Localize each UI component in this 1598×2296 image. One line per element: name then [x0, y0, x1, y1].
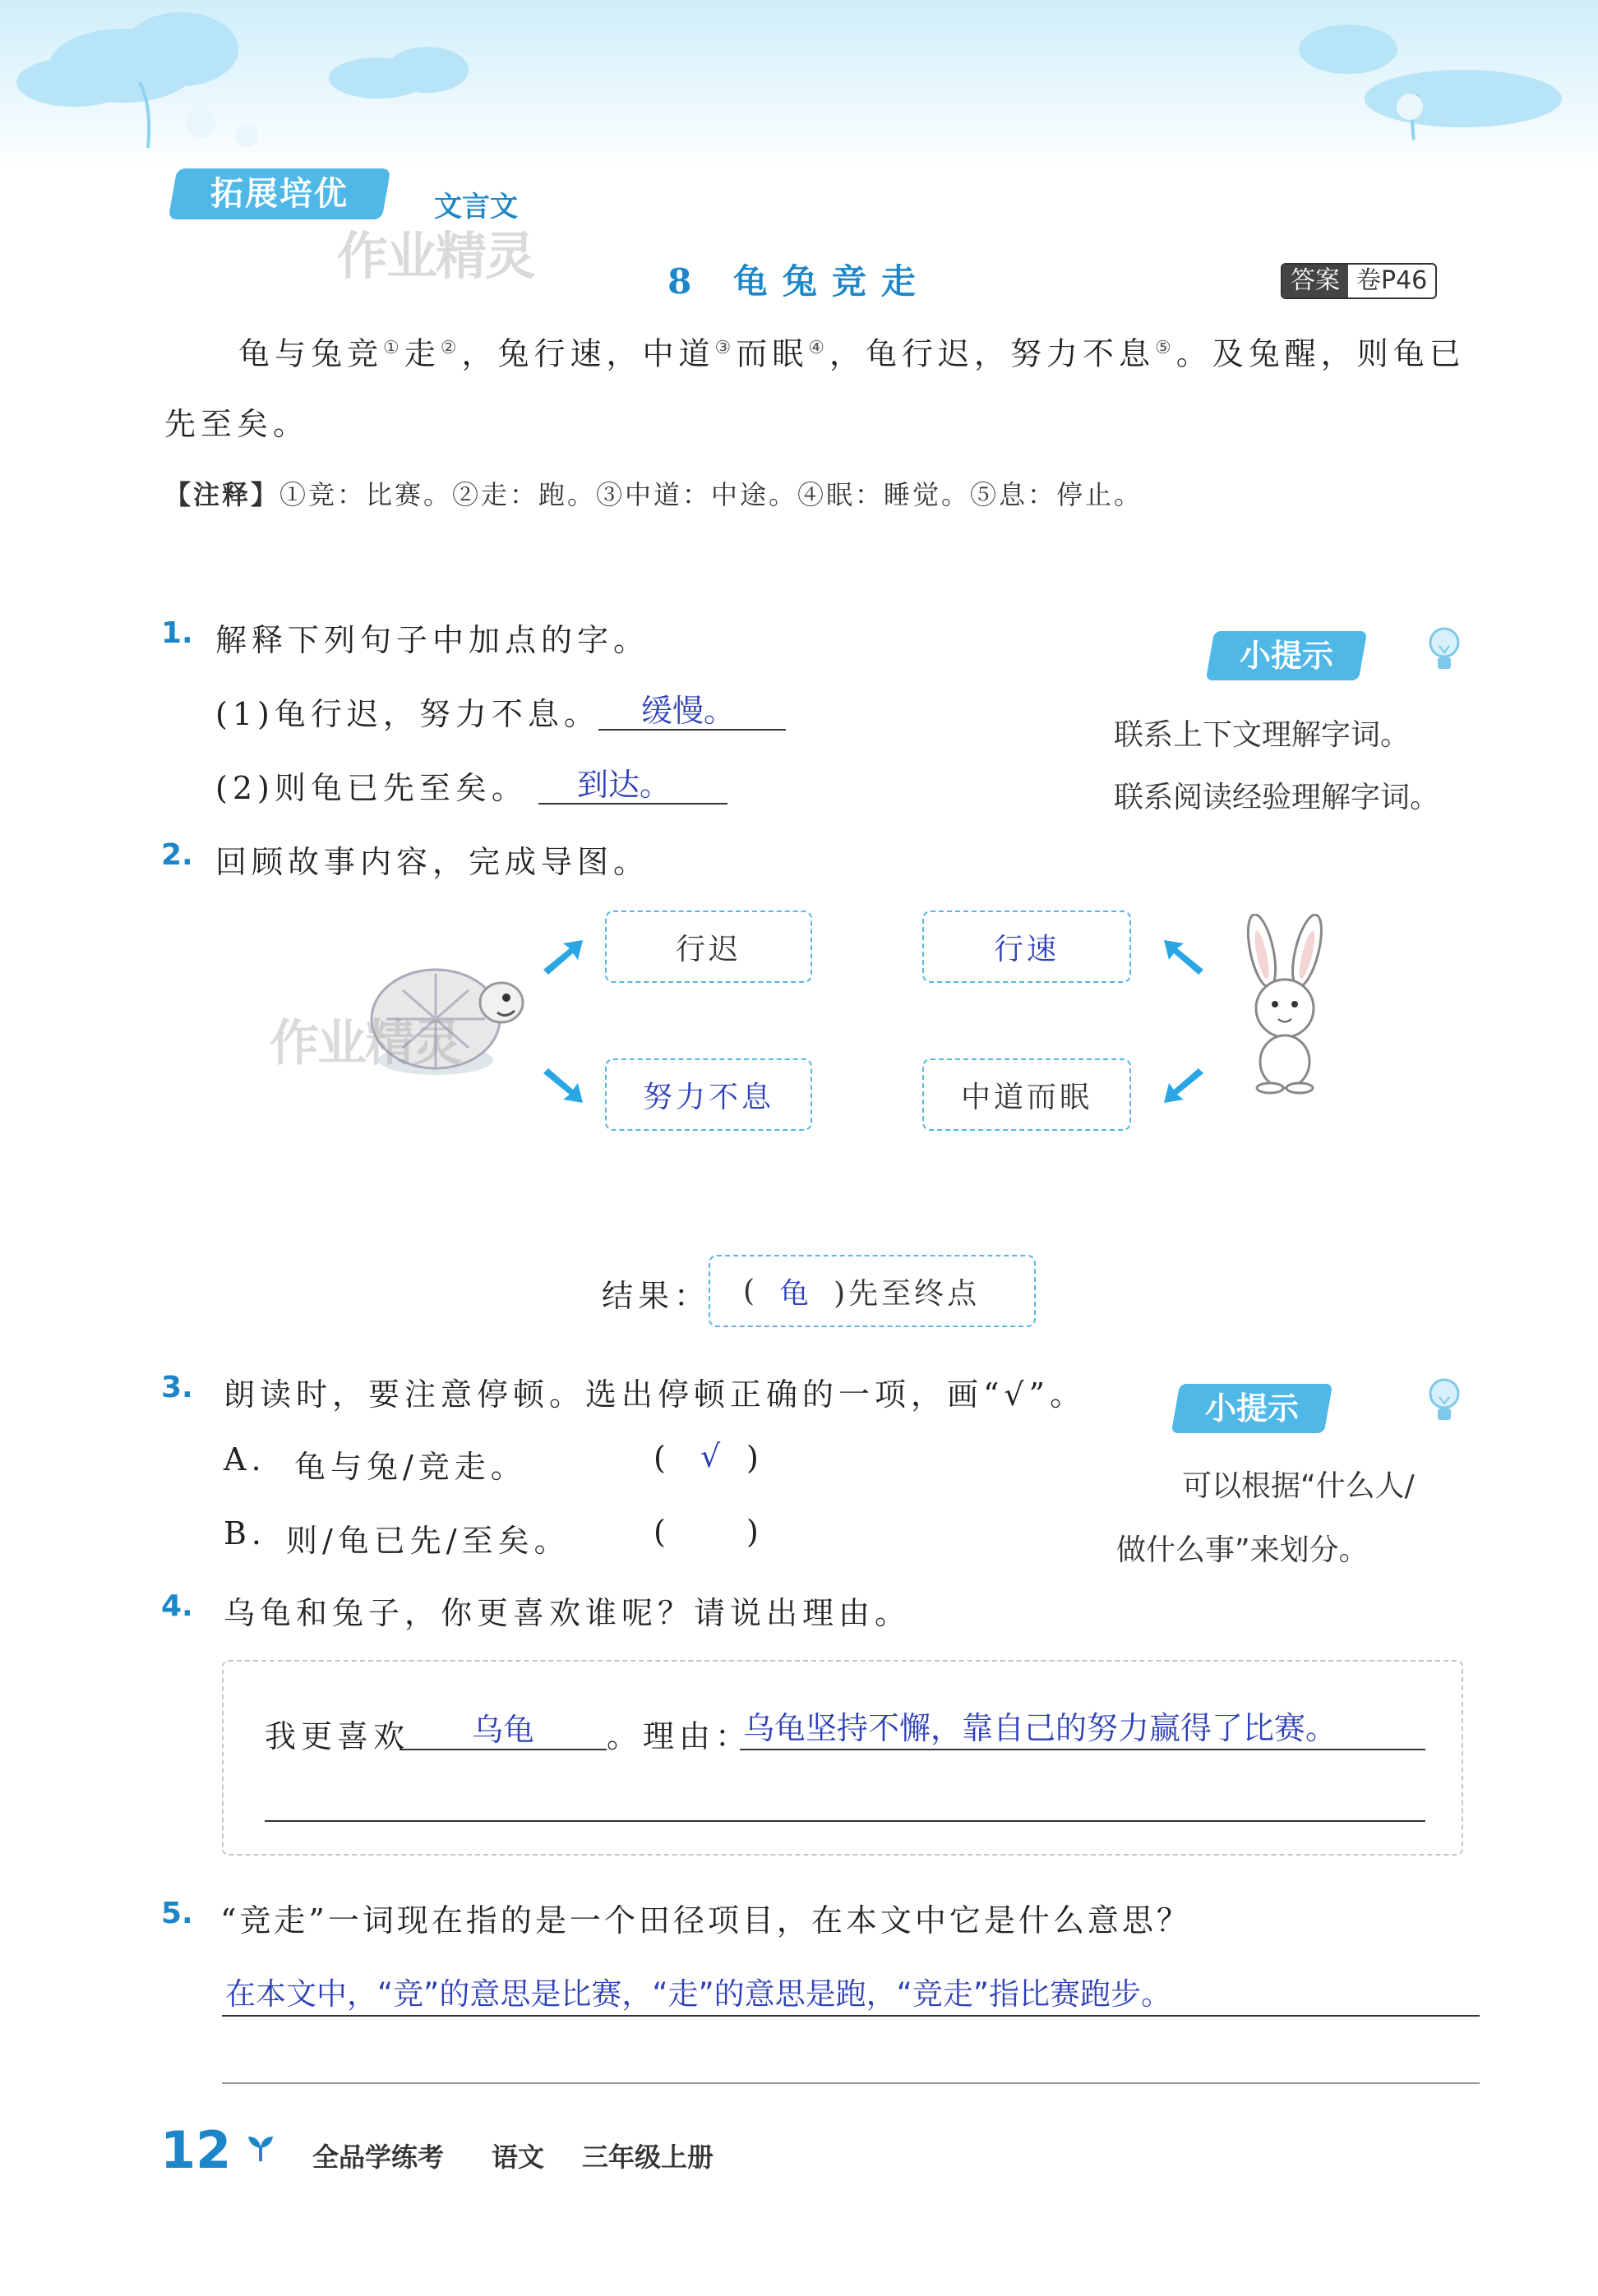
answer-blank — [740, 1749, 1425, 1750]
tip-line: 可以根据“什么人/ — [1182, 1469, 1415, 1503]
answer-area — [222, 1660, 1463, 1856]
footer-grade: 三年级上册 — [582, 2142, 714, 2173]
reason-label: 。理由： — [607, 1718, 752, 1754]
question-number: 1. — [161, 616, 193, 650]
handwritten-answer: 乌龟 — [472, 1712, 535, 1748]
question-text: 朗读时，要注意停顿。选出停顿正确的一项，画“√”。 — [224, 1376, 1087, 1413]
lesson-title: 8 龟兔竞走 — [667, 261, 931, 302]
mindmap-box-turtle-bottom: 努力不息 — [605, 1058, 812, 1131]
sub-question: (1)龟行迟，努力不息。 — [215, 696, 600, 732]
question-number: 2. — [161, 838, 193, 872]
answer-reference — [1281, 263, 1437, 299]
mindmap-box-rabbit-top: 行速 — [922, 911, 1131, 983]
mindmap-box-rabbit-bottom: 中道而眠 — [922, 1058, 1131, 1131]
question-text: 回顾故事内容，完成导图。 — [215, 844, 650, 880]
question-text: “竞走”一词现在指的是一个田径项目，在本文中它是什么意思？ — [220, 1902, 1191, 1939]
arrow-up-right-icon — [538, 937, 588, 976]
answer-label: 答案 — [1282, 265, 1348, 297]
footer-book-title: 全品学练考 — [312, 2142, 445, 2173]
arrow-down-right-icon — [538, 1067, 588, 1106]
question-text: 乌龟和兔子，你更喜欢谁呢？请说出理由。 — [224, 1595, 912, 1631]
watermark: 作业精灵 — [270, 1015, 460, 1072]
tip-badge: 小提示 — [1171, 1384, 1333, 1433]
option-letter: B. — [224, 1515, 267, 1551]
rabbit-illustration — [1221, 914, 1344, 1095]
handwritten-answer: 到达。 — [577, 767, 672, 803]
handwritten-answer: 在本文中，“竞”的意思是比赛，“走”的意思是跑，“竞走”指比赛跑步。 — [225, 1976, 1172, 2012]
option-paren-open: ( — [654, 1514, 671, 1550]
option-text: 龟与兔/竞走。 — [294, 1449, 527, 1485]
handwritten-answer: 缓慢。 — [641, 693, 736, 729]
question-number: 4. — [161, 1589, 193, 1623]
passage-line-2: 先至矣。 — [164, 406, 310, 442]
sprout-icon — [247, 2133, 275, 2163]
question-text: 解释下列句子中加点的字。 — [215, 622, 650, 658]
watermark: 作业精灵 — [337, 226, 535, 286]
result-box: ( 龟 )先至终点 — [709, 1255, 1036, 1327]
option-paren-close: ) — [746, 1440, 764, 1476]
arrow-up-left-icon — [1159, 937, 1208, 976]
handwritten-checkmark: √ — [700, 1438, 721, 1474]
question-number: 3. — [161, 1371, 193, 1404]
section-subtitle: 文言文 — [434, 191, 518, 224]
tip-line: 联系阅读经验理解字词。 — [1114, 781, 1440, 814]
option-letter: A. — [224, 1441, 266, 1478]
option-text: 则/龟已先/至矣。 — [286, 1523, 570, 1559]
footer-subject: 语文 — [492, 2142, 545, 2173]
tip-line: 联系上下文理解字词。 — [1114, 718, 1411, 752]
result-label: 结果： — [602, 1278, 711, 1314]
answer-page-ref: 卷P46 — [1356, 266, 1428, 295]
lightbulb-icon — [1426, 623, 1462, 680]
answer-prefix: 我更喜欢 — [265, 1718, 410, 1754]
passage-line-1: 龟与兔竞①走②，兔行速，中道③而眠④，龟行迟，努力不息⑤。及兔醒，则龟已 — [238, 335, 1466, 372]
section-tag: 拓展培优 — [169, 168, 391, 219]
handwritten-answer: 龟 — [779, 1276, 813, 1311]
annotation-note: 【注释】①竞：比赛。②走：跑。③中道：中途。④眠：睡觉。⑤息：停止。 — [164, 479, 1143, 510]
sky-banner-illustration — [0, 0, 1598, 173]
footer-divider — [222, 2082, 1480, 2084]
tip-line: 做什么事”来划分。 — [1116, 1533, 1369, 1567]
answer-blank — [265, 1820, 1425, 1822]
page-number: 12 — [160, 2120, 232, 2180]
handwritten-answer: 乌龟坚持不懈，靠自己的努力赢得了比赛。 — [743, 1710, 1337, 1746]
option-paren-open: ( — [654, 1440, 671, 1476]
option-paren-close: ) — [746, 1514, 764, 1550]
arrow-down-left-icon — [1159, 1067, 1208, 1106]
lightbulb-icon — [1426, 1374, 1462, 1432]
tip-badge: 小提示 — [1206, 631, 1368, 680]
sub-question: (2)则龟已先至矣。 — [215, 770, 528, 806]
question-number: 5. — [161, 1897, 193, 1930]
answer-blank — [222, 2015, 1480, 2017]
mindmap-box-turtle-top: 行迟 — [605, 911, 812, 983]
